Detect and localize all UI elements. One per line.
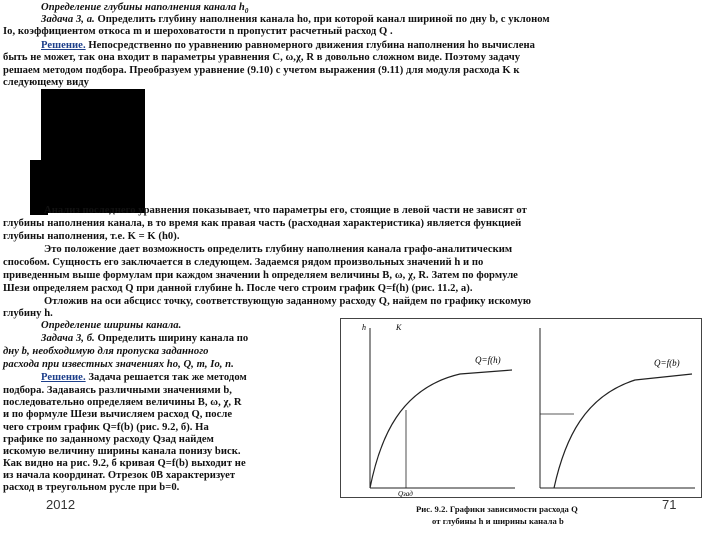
- graph-a: [362, 323, 515, 498]
- figure-caption-1: Рис. 9.2. Графики зависимости расхода Q: [416, 504, 578, 514]
- task-3a-line: [41, 14, 550, 26]
- task-3b-line-11: Как видно на рис. 9.2, б кривая Q=f(b) выходит не: [3, 458, 246, 469]
- task-3b-line-5: подбора. Задаваясь различными значениями b,: [3, 385, 232, 396]
- figure-caption-2: от глубины h и ширины канала b: [432, 516, 564, 526]
- task-3b-line: [41, 333, 248, 345]
- task-3b-line-3: расхода при известных значениях ho, Q, m, Io, n.: [3, 359, 234, 370]
- task-3b-line-6: последовательно определяем величины B, ω, χ, R: [3, 397, 242, 408]
- graph-a-axis-k: K: [396, 323, 402, 332]
- task-3b-label: Задача 3, б.: [41, 333, 95, 344]
- solution-line-5: решаем методом подбора. Преобразуем уравнение (9.10) с учетом выражения (9.11) для модуля расхода K к: [3, 65, 520, 76]
- graph-a-curve-label: Q=f(h): [475, 355, 501, 365]
- paragraph-analysis-2: глубины наполнения канала, в то время как правая часть (расходная характеристика) является функцией: [3, 218, 522, 229]
- figure-graphs: [340, 318, 702, 498]
- task-3b-text: Определить ширину канала по: [97, 333, 249, 344]
- graph-b-curve-label: Q=f(b): [654, 358, 680, 368]
- graph-b-curve: [554, 374, 692, 488]
- paragraph-analysis-6: приведенным выше формулам при каждом значении h определяем величины B, ω, χ, R. Затем по формуле: [3, 270, 518, 281]
- section-heading-width: Определение ширины канала.: [41, 320, 182, 331]
- task-3a-line-2: Io, коэффициентом откоса m и шероховатости n пропустит расчетный расход Q .: [3, 26, 393, 37]
- paragraph-analysis-3: глубины наполнения, т.е. K = K (h0).: [3, 231, 180, 242]
- task-3b-line-2: дну b, необходимую для пропуска заданного: [3, 346, 209, 357]
- task-3b-line-9: графике по заданному расходу Qзад найдем: [3, 434, 214, 445]
- task-3b-solution-text: Задача решается так же методом: [88, 372, 247, 383]
- task-3a-label: Задача 3, а.: [41, 14, 95, 25]
- solution-line-6: следующему виду: [3, 77, 89, 88]
- paragraph-analysis-8: Отложив на оси абсцисс точку, соответствующую заданному расходу Q, найдем по графику искомую: [44, 296, 532, 307]
- task-3a-text: Определить глубину наполнения канала ho, при которой канал шириной по дну b, с уклоном: [97, 14, 550, 25]
- paragraph-analysis-1: Анализ последнего уравнения показывает, что параметры его, стоящие в левой части не зависят от: [44, 205, 527, 216]
- solution-link[interactable]: Решение.: [41, 40, 86, 51]
- formula-image-block: [41, 89, 145, 213]
- task-3b-line-8: чего строим график Q=f(b) (рис. 9.2, б). На: [3, 422, 209, 433]
- task-3b-line-10: искомую величину ширины канала понизу bиск.: [3, 446, 241, 457]
- graph-a-axis-h: h: [362, 323, 366, 332]
- figure-frame: [341, 319, 702, 498]
- graph-a-qzad: Qзад: [398, 490, 413, 498]
- section-heading-text: Определение глубины наполнения канала h: [41, 2, 245, 13]
- task-3b-line-13: расход в треугольном русле при b=0.: [3, 482, 180, 493]
- task-3b-solution-link[interactable]: Решение.: [41, 372, 86, 383]
- task-3b-line-7: и по формуле Шези вычисляем расход Q, после: [3, 409, 233, 420]
- heading-subscript: 0: [244, 7, 249, 16]
- paragraph-analysis-5: способом. Сущность его заключается в следующем. Задаемся рядом произвольных значений h и по: [3, 257, 484, 268]
- graph-b: [540, 328, 695, 488]
- solution-line: [41, 40, 535, 52]
- task-3b-line-12: из начала координат. Отрезок 0B характеризует: [3, 470, 236, 481]
- paragraph-analysis-4: Это положение дает возможность определить глубину наполнения канала графо-аналитическим: [44, 244, 513, 255]
- solution-line-4: быть не может, так она входит в параметры уравнения C, ω,χ, R в довольно сложном виде. Поэтому задачу: [3, 52, 521, 63]
- solution-text: Непосредственно по уравнению равномерного движения глубина наполнения ho вычислена: [88, 40, 535, 51]
- task-3b-solution-line: [41, 372, 247, 384]
- paragraph-analysis-7: Шези определяем расход Q при данной глубине h. После чего строим график Q=f(h) (рис. 11.2, а).: [3, 283, 473, 294]
- page-number: 71: [662, 497, 677, 512]
- paragraph-analysis-9: глубину h.: [3, 308, 53, 319]
- graph-a-curve: [370, 370, 512, 488]
- footer-year: 2012: [46, 497, 76, 512]
